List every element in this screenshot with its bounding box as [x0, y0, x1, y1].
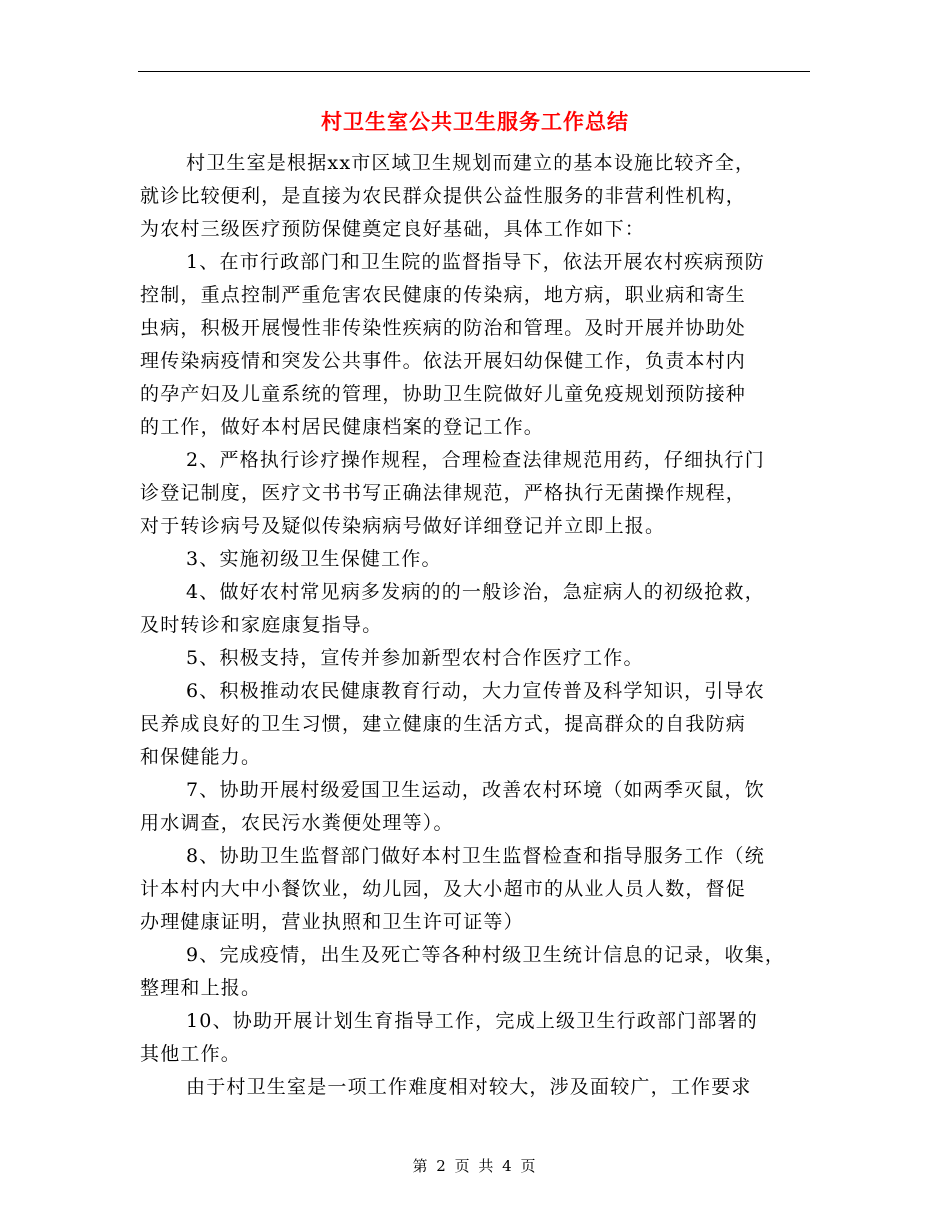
paragraph-line: 3、实施初级卫生保健工作。 — [186, 548, 442, 570]
paragraph-line: 5、积极支持，宣传并参加新型农村合作医疗工作。 — [186, 647, 644, 669]
paragraph-line: 理传染病疫情和突发公共事件。依法开展妇幼保健工作，负责本村内 — [140, 350, 747, 372]
paragraph — [140, 444, 820, 543]
paragraph-line: 由于村卫生室是一项工作难度相对较大，涉及面较广，工作要求 — [186, 1076, 752, 1098]
paragraph — [140, 840, 820, 939]
paragraph-line: 其他工作。 — [140, 1043, 242, 1065]
paragraph-line: 8、协助卫生监督部门做好本村卫生监督检查和指导服务工作（统 — [186, 845, 765, 867]
paragraph-line: 7、协助开展村级爱国卫生运动，改善农村环境（如两季灭鼠，饮 — [186, 779, 765, 801]
paragraph — [140, 939, 820, 1005]
paragraph — [140, 246, 820, 444]
paragraph-line: 控制，重点控制严重危害农民健康的传染病，地方病，职业病和寄生 — [140, 284, 747, 306]
paragraph-line: 办理健康证明，营业执照和卫生许可证等） — [140, 911, 524, 933]
document-body — [140, 147, 820, 1104]
paragraph-line: 1、在市行政部门和卫生院的监督指导下，依法开展农村疾病预防 — [186, 251, 765, 273]
document-title: 村卫生室公共卫生服务工作总结 — [321, 109, 629, 134]
paragraph-line: 就诊比较便利，是直接为农民群众提供公益性服务的非营利性机构， — [140, 185, 747, 207]
paragraph-line: 整理和上报。 — [140, 977, 262, 999]
paragraph — [140, 1005, 820, 1071]
paragraph — [140, 774, 820, 840]
paragraph-line: 民养成良好的卫生习惯，建立健康的生活方式，提高群众的自我防病 — [140, 713, 747, 735]
paragraph-line: 及时转诊和家庭康复指导。 — [140, 614, 383, 636]
header-rule — [138, 71, 810, 72]
paragraph-line: 村卫生室是根据xx市区域卫生规划而建立的基本设施比较齐全， — [186, 152, 756, 174]
paragraph — [140, 642, 820, 675]
paragraph-line: 9、完成疫情，出生及死亡等各种村级卫生统计信息的记录，收集， — [186, 944, 786, 966]
page-number: 第 2 页 共 4 页 — [412, 1157, 538, 1175]
paragraph-line: 和保健能力。 — [140, 746, 262, 768]
paragraph — [140, 543, 820, 576]
paragraph — [140, 576, 820, 642]
paragraph-line: 诊登记制度，医疗文书书写正确法律规范，严格执行无菌操作规程， — [140, 482, 747, 504]
paragraph-line: 对于转诊病号及疑似传染病病号做好详细登记并立即上报。 — [140, 515, 666, 537]
paragraph — [140, 675, 820, 774]
paragraph-line: 计本村内大中小餐饮业，幼儿园，及大小超市的从业人员人数，督促 — [140, 878, 747, 900]
paragraph-line: 6、积极推动农民健康教育行动，大力宣传普及科学知识，引导农 — [186, 680, 765, 702]
paragraph-line: 的孕产妇及儿童系统的管理，协助卫生院做好儿童免疫规划预防接种 — [140, 383, 747, 405]
paragraph-line: 4、做好农村常见病多发病的的一般诊治，急症病人的初级抢救， — [186, 581, 765, 603]
paragraph-line: 为农村三级医疗预防保健奠定良好基础，具体工作如下： — [140, 218, 646, 240]
paragraph-line: 10、协助开展计划生育指导工作，完成上级卫生行政部门部署的 — [186, 1010, 758, 1032]
paragraph-line: 的工作，做好本村居民健康档案的登记工作。 — [140, 416, 545, 438]
paragraph — [140, 147, 820, 246]
paragraph-line: 虫病，积极开展慢性非传染性疾病的防治和管理。及时开展并协助处 — [140, 317, 747, 339]
paragraph-line: 用水调查，农民污水粪便处理等）。 — [140, 812, 454, 834]
paragraph-line: 2、严格执行诊疗操作规程，合理检查法律规范用药，仔细执行门 — [186, 449, 765, 471]
paragraph — [140, 1071, 820, 1104]
